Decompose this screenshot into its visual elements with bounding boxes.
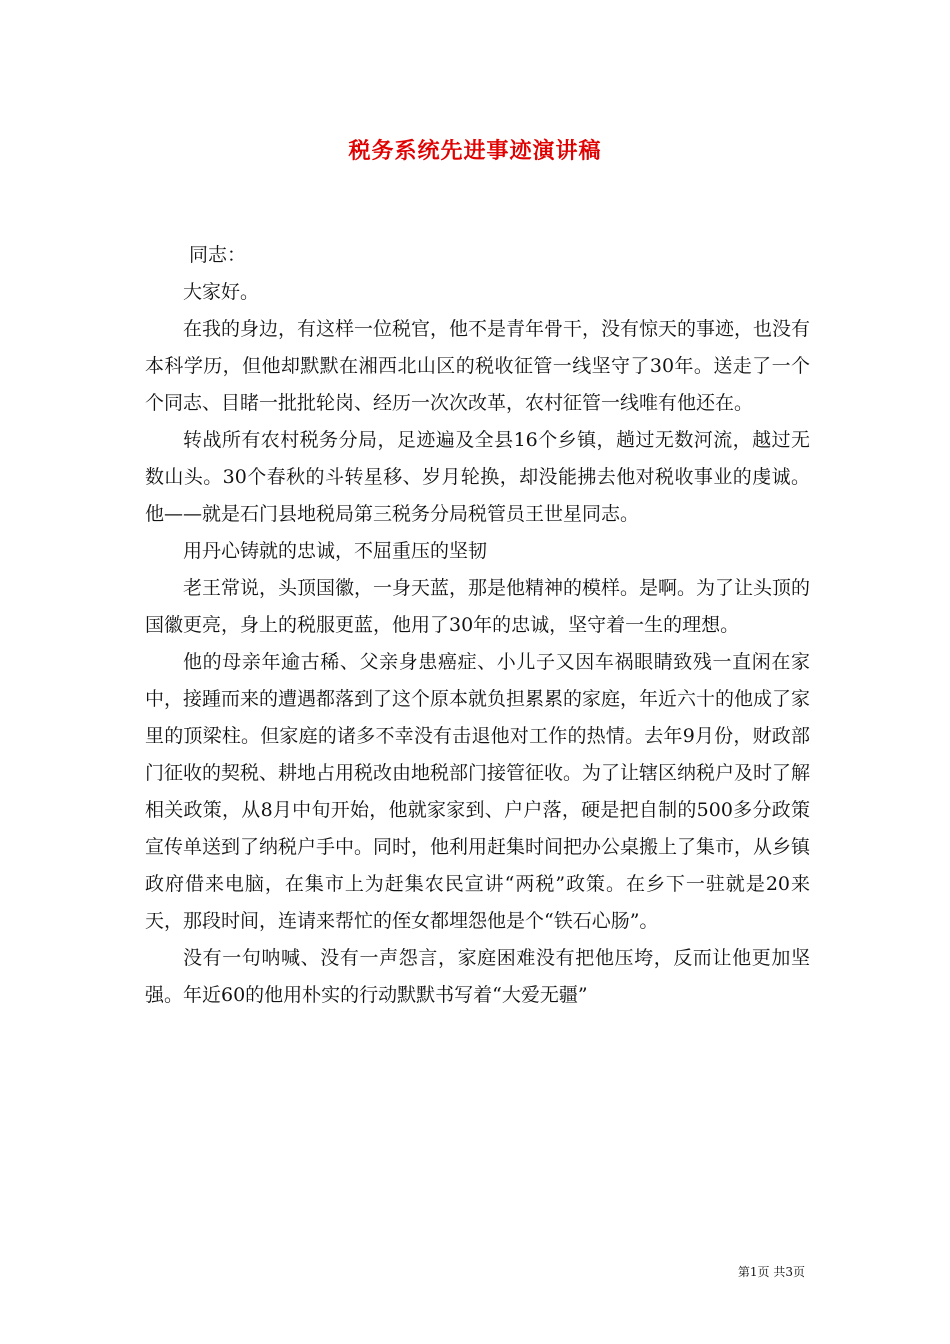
paragraph: 他的母亲年逾古稀、父亲身患癌症、小儿子又因车祸眼睛致残一直闲在家中，接踵而来的遭遇都落到了这个原本就负担累累的家庭，年近六十的他成了家里的顶梁柱。但家庭的诸多不幸没有击退他对工作的热情。去年9月份，财政部门征收的契税、耕地占用税改由地税部门接管征收。为了让辖区纳税户及时了解相关政策，从8月中旬开始，他就家家到、户户落，硬是把自制的500多分政策宣传单送到了纳税户手中。同时，他利用赶集时间把办公桌搬上了集市，从乡镇政府借来电脑，在集市上为赶集农民宣讲“两税”政策。在乡下一驻就是20来天，那段时间，连请来帮忙的侄女都埋怨他是个“铁石心肠”。 [145, 651, 811, 932]
section-heading: 用丹心铸就的忠诚，不屈重压的坚韧 [183, 540, 488, 562]
paragraph: 没有一句呐喊、没有一声怨言，家庭困难没有把他压垮，反而让他更加坚强。年近60的他用朴实的行动默默书写着“大爱无疆” [145, 947, 810, 1006]
paragraph: 老王常说，头顶国徽，一身天蓝，那是他精神的模样。是啊。为了让头顶的国徽更亮，身上的税服更蓝，他用了30年的忠诚，坚守着一生的理想。 [145, 577, 811, 636]
paragraph: 转战所有农村税务分局，足迹遍及全县16个乡镇，趟过无数河流，越过无数山头。30个春秋的斗转星移、岁月轮换，却没能拂去他对税收事业的虔诚。他——就是石门县地税局第三税务分局税管员王世星同志。 [145, 429, 810, 525]
salutation: 同志： [189, 244, 247, 266]
paragraph: 在我的身边，有这样一位税官，他不是青年骨干，没有惊天的事迹，也没有本科学历，但他却默默在湘西北山区的税收征管一线坚守了30年。送走了一个个同志、目睹一批批轮岗、经历一次次改革，农村征管一线唯有他还在。 [145, 318, 811, 414]
document-body [145, 237, 810, 1014]
paragraph: 大家好。 [183, 281, 260, 303]
page-number: 第1页 共3页 [737, 1265, 805, 1279]
document-title: 税务系统先进事迹演讲稿 [348, 138, 602, 164]
